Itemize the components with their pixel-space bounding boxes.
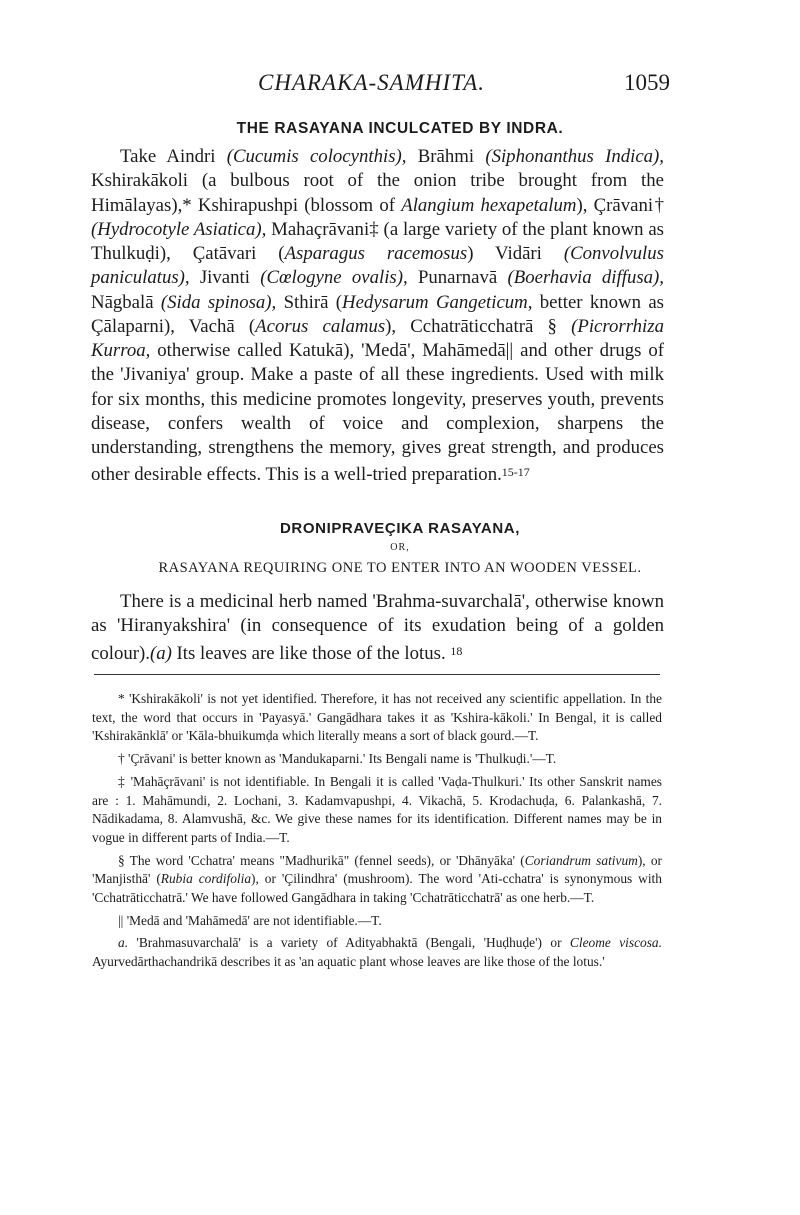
footnote-italic: Rubia cordifolia	[160, 871, 252, 887]
footnote	[92, 934, 662, 971]
paragraph-brahma-suvarchala	[91, 590, 664, 666]
footnote: * 'Kshirakākoli' is not yet identified. Therefore, it has not received any scientific appellation. In the text, the word that occurs in 'Payasyā.' Gangādhara takes it as 'Kshira-kākoli.' In Bengal, it is called 'Kshirakānklā' or 'Kāla-bhuikumḍa which literally means a sort of black gourd.—T.	[92, 691, 662, 744]
p1-text: better known as Çālaparni), Vachā (	[91, 291, 664, 337]
running-head-title: CHARAKA-SAMHITA.	[258, 70, 486, 95]
footnote: † 'Çrāvani' is better known as 'Mandukaparni.' Its Bengali name is 'Thulkuḍi.'—T.	[118, 751, 557, 767]
subsection-heading: DRONIPRAVEÇIKA RASAYANA,	[280, 520, 520, 537]
p1-italic: (Hydrocotyle Asiatica),	[91, 218, 267, 240]
p1-text: Punarnavā	[407, 267, 508, 289]
p1-text: Mahaçrāvani‡ (a large variety of the plant known as Thulkuḍi), Çatāvari (	[91, 218, 664, 264]
p1-text: otherwise called Katukā), 'Medā', Mahāmedā|| and other drugs of the 'Jivaniya' group. Make a paste of all these ingredients. Used with milk for six months, this medicine promotes longevity, preserves youth, prevents disease, confers wealth of voice and complexion, sharpens the understanding, strengthens the memory, gives great strength, and produces other desirable effects. This is a well-tried preparation.	[91, 340, 664, 486]
footnote-marker: a.	[118, 935, 129, 951]
verse-reference: 18	[450, 643, 463, 658]
footnote-text: Ayurvedārthachandrikā describes it as 'an aquatic plant whose leaves are like those of the lotus.'	[92, 954, 605, 970]
page-number: 1059	[624, 70, 670, 95]
subsection-subtitle: RASAYANA REQUIRING ONE TO ENTER INTO AN WOODEN VESSEL.	[158, 560, 642, 576]
p1-text: ), Çrāvani†	[576, 194, 664, 216]
p1-italic: (Convolvulus paniculatus),	[91, 243, 664, 289]
footnote: || 'Medā and 'Mahāmedā' are not identifiable.—T.	[118, 912, 382, 928]
footnote-text: 'Brahmasuvarchalā' is a variety of Adityabhaktā (Bengali, 'Huḍhuḍe') or	[128, 935, 570, 951]
p1-text: ) Vidāri	[467, 243, 564, 264]
p1-text: ), Cchatrāticchatrā §	[385, 315, 572, 337]
paragraph-indra-rasayana	[91, 145, 664, 488]
p1-text: Kshirakākoli (a bulbous root of the onion tribe brought from the Himālayas),* Kshirapushpi (blossom of	[91, 170, 664, 216]
footnote-divider	[94, 674, 660, 675]
p1-text: Nāgbalā	[91, 291, 161, 313]
p1-text: Sthirā (	[276, 291, 343, 313]
p2-text: There is a medicinal herb named 'Brahma-suvarchalā', otherwise known as 'Hiranyakshira' (in consequence of its exudation being of a golden colour).	[91, 591, 664, 664]
footnote-text: ), or 'Manjisthā' (	[92, 852, 663, 887]
p1-italic: (Cœlogyne ovalis),	[260, 267, 408, 289]
p1-italic: Asparagus racemosus	[284, 243, 468, 264]
verse-reference: 15-17	[501, 465, 530, 480]
p1-text: Jivanti	[189, 267, 261, 289]
p1-italic: (Siphonanthus Indica),	[485, 146, 665, 167]
running-head	[0, 70, 800, 104]
p1-italic: Hedysarum Gangeticum,	[342, 291, 533, 313]
p2-text: Its leaves are like those of the lotus.	[171, 642, 446, 664]
p1-italic: Alangium hexapetalum	[401, 194, 577, 216]
p1-text: Take Aindri	[120, 146, 227, 167]
heading-or: OR,	[390, 542, 410, 553]
footnote-italic: Coriandrum sativum	[524, 852, 638, 868]
footnote-italic: Cleome viscosa.	[569, 935, 662, 951]
p1-italic: (Cucumis colocynthis),	[226, 146, 407, 167]
footnotes	[92, 690, 662, 976]
footnote	[92, 852, 662, 908]
p1-italic: (Boerhavia diffusa),	[507, 267, 664, 289]
footnote-text: § The word 'Cchatra' means "Madhurikā" (fennel seeds), or 'Dhānyāka' (	[118, 852, 525, 868]
p1-italic: Acorus calamus	[255, 315, 386, 337]
section-heading: THE RASAYANA INCULCATED BY INDRA.	[236, 120, 564, 137]
p1-italic: (Sida spinosa),	[160, 291, 277, 313]
p1-italic: (Picrorrhiza Kurroa,	[91, 315, 664, 361]
footnote-marker-a: (a)	[149, 642, 172, 664]
footnote: ‡ 'Mahāçrāvani' is not identifiable. In Bengali it is called 'Vaḍa-Thulkuri.' Its other Sanskrit names are : 1. Mahāmundi, 2. Lochani, 3. Kadamvapushpi, 4. Vikachā, 5. Krodachuḍa, 6. Palankashā, 7. Nādikadama, 8. Alamvushā, &c. We give these names for its identification. Different names may be in vogue in different parts of India.—T.	[92, 773, 662, 845]
footnote-text: ), or 'Çilindhra' (mushroom). The word 'Ati-cchatra' is synonymous with 'Cchatrāticchatrā.' We have followed Gangādhara in taking 'Cchatrāticchatrā' as one herb.—T.	[92, 871, 662, 906]
p1-text: Brāhmi	[406, 146, 486, 167]
